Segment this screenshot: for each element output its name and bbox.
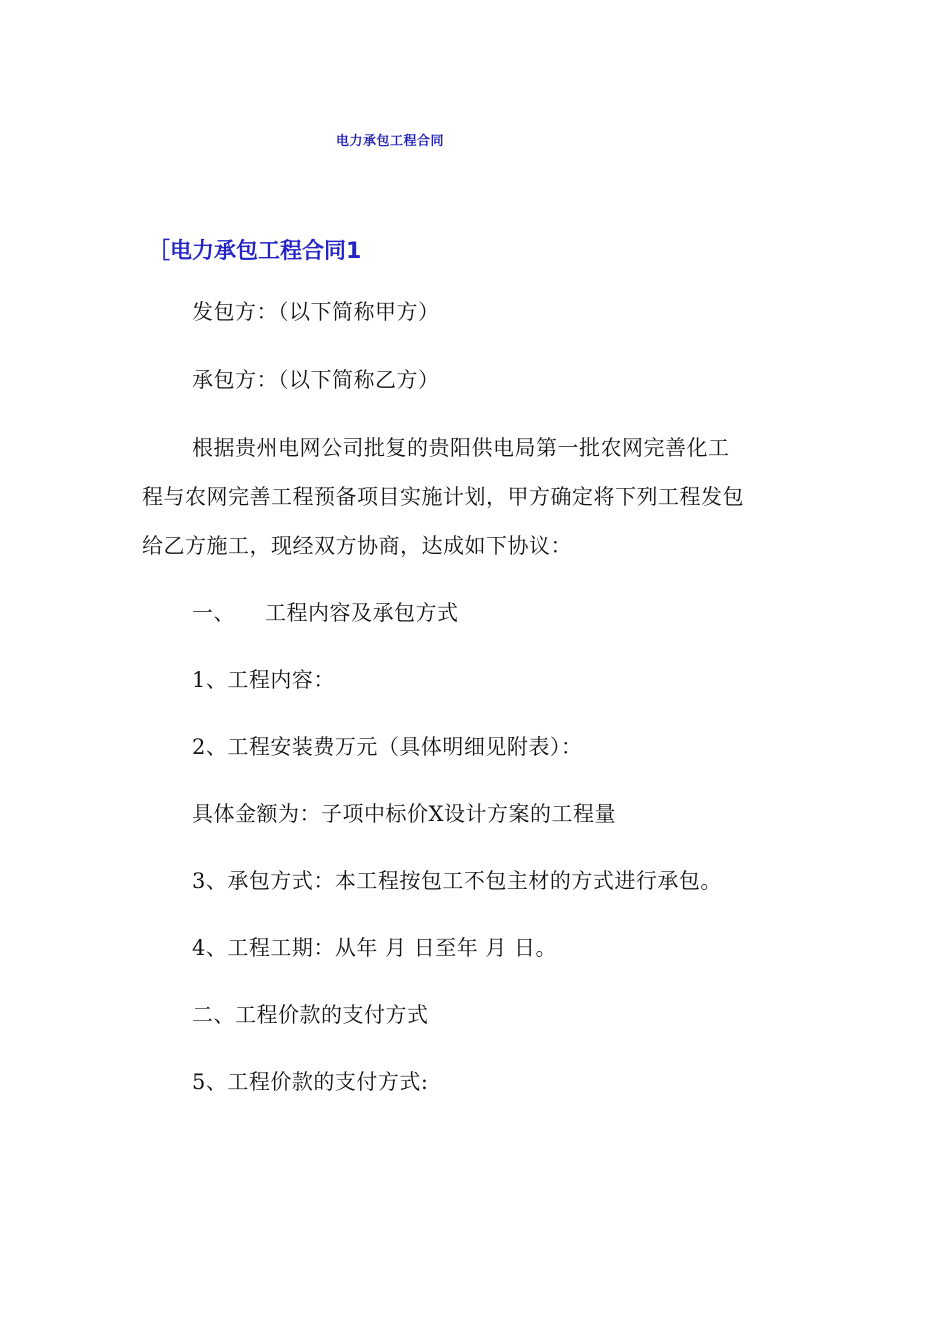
intro-paragraph-line-1: 根据贵州电网公司批复的贵阳供电局第一批农网完善化工 bbox=[192, 436, 730, 460]
page-header-title: 电力承包工程合同 bbox=[335, 134, 444, 149]
item-three-line: 3、承包方式：本工程按包工不包主材的方式进行承包。 bbox=[192, 869, 722, 893]
intro-paragraph-line-2: 程与农网完善工程预备项目实施计划，甲方确定将下列工程发包 bbox=[142, 485, 744, 509]
section-one-heading bbox=[192, 599, 459, 627]
item-two-line: 2、工程安装费万元（具体明细见附表）： bbox=[192, 735, 583, 759]
item-five-line: 5、工程价款的支付方式: bbox=[192, 1070, 429, 1094]
issuer-line: 发包方：（以下简称甲方） bbox=[192, 300, 440, 324]
section-one-number: 一、 bbox=[192, 601, 235, 625]
intro-paragraph-line-3: 给乙方施工，现经双方协商，达成如下协议： bbox=[142, 534, 572, 558]
section-heading: ［电力承包工程合同1 bbox=[148, 239, 362, 264]
section-one-title: 工程内容及承包方式 bbox=[265, 601, 459, 625]
amount-line: 具体金额为：子项中标价X设计方案的工程量 bbox=[192, 802, 616, 826]
item-four-line: 4、工程工期：从年 月 日至年 月 日。 bbox=[192, 936, 558, 960]
contractor-line: 承包方：（以下简称乙方） bbox=[192, 368, 440, 392]
item-one-line: 1、工程内容： bbox=[192, 668, 335, 692]
section-two-heading: 二、工程价款的支付方式 bbox=[192, 1003, 429, 1027]
